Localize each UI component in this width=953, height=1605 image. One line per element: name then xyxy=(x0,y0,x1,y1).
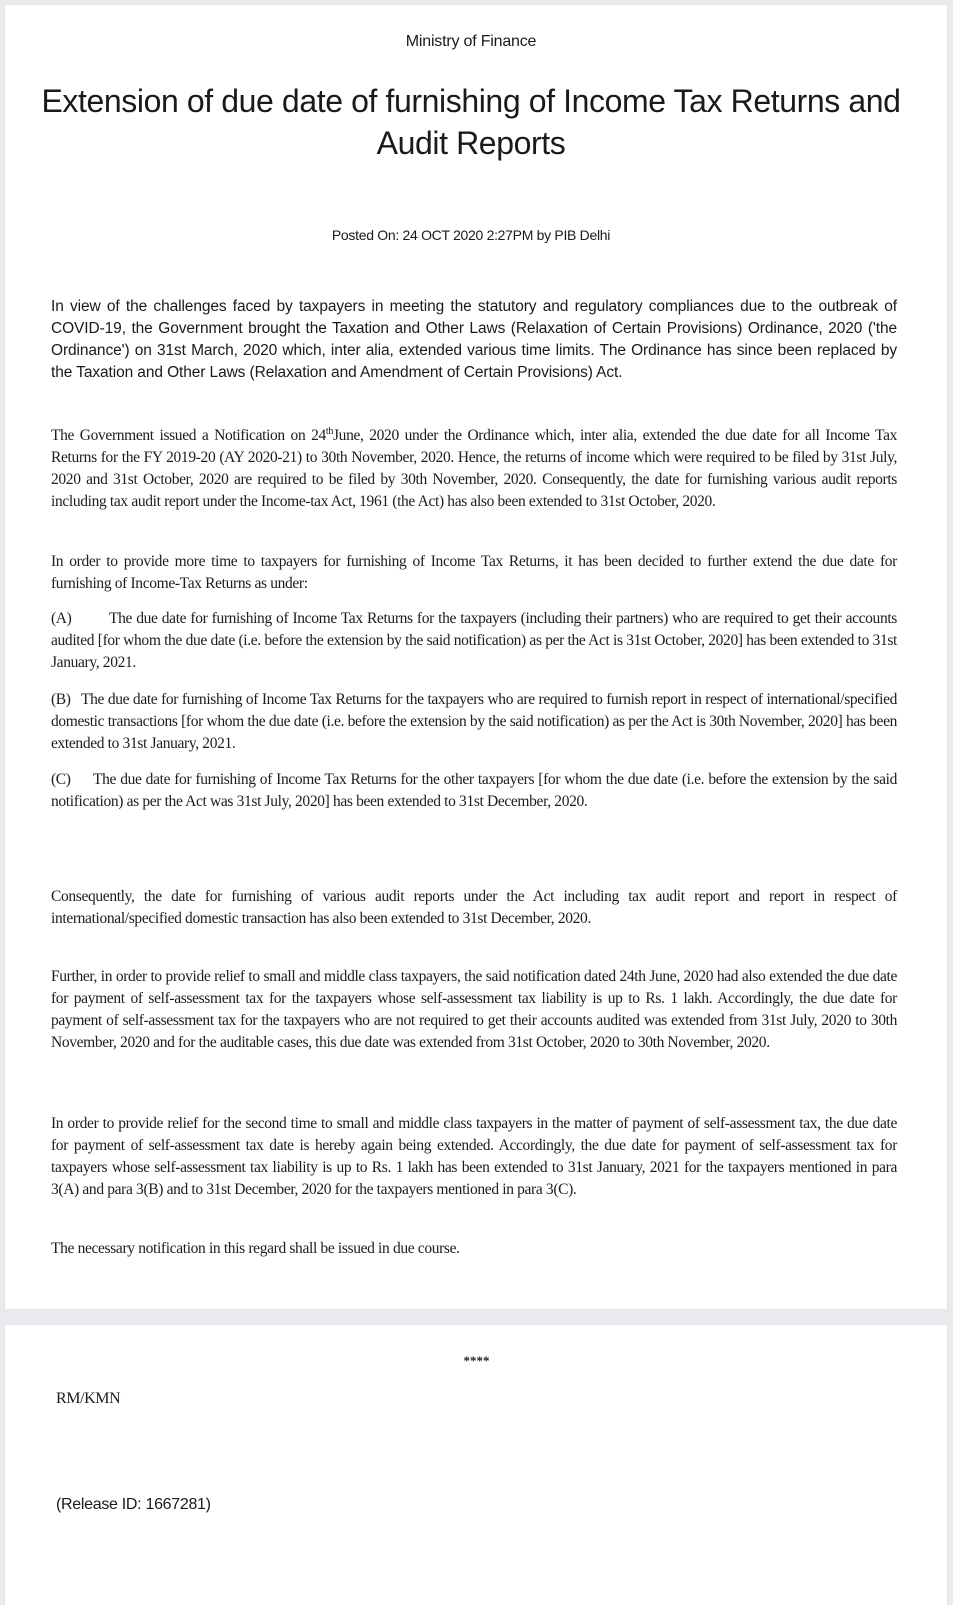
second-relief-paragraph: In order to provide relief for the second time to small and middle class taxpayers in the matter of payment of self-assessment tax, the due date for payment of self-assessment tax date is hereby again being extended. Accordingly, the due date for payment of self-assessment tax for taxpayers whose self-assessment tax liability is up to Rs. 1 lakh has been extended to 31st January, 2021 for the taxpayers mentioned in para 3(A) and para 3(B) and to 31st December, 2020 for the taxpayers mentioned in para 3(C). xyxy=(51,1115,897,1198)
notification-paragraph xyxy=(51,425,897,513)
item-a-block xyxy=(51,608,897,674)
notification-prefix: The Government issued a Notification on 24 xyxy=(51,427,326,444)
further-relief-paragraph: Further, in order to provide relief to small and middle class taxpayers, the said notification dated 24th June, 2020 had also extended the due date for payment of self-assessment tax for the taxpayers whose self-assessment tax liability is up to Rs. 1 lakh. Accordingly, the due date for payment of self-assessment tax for the taxpayers who are not required to get their accounts audited was extended from 31st July, 2020 to 30th November, 2020 and for the auditable cases, this due date was extended from 31st October, 2020 to 30th November, 2020. xyxy=(51,968,897,1051)
intro-paragraph-block xyxy=(51,296,897,384)
notification-superscript: th xyxy=(325,425,333,437)
ministry-name: Ministry of Finance xyxy=(405,33,537,50)
notification-rest: June, 2020 under the Ordinance which, inter alia, extended the due date for all Income Tax Returns for the FY 2019-20 (AY 2020-21) to 30th November, 2020. Hence, the returns of income which were required to be filed by 31st July, 2020 and 31st October, 2020 are required to be filed by 30th November, 2020. Consequently, the date for furnishing various audit reports including tax audit report under the Income-tax Act, 1961 (the Act) has also been extended to 31st October, 2020. xyxy=(51,427,898,510)
author-initials: RM/KMN xyxy=(56,1390,121,1407)
consequently-paragraph: Consequently, the date for furnishing of various audit reports under the Act including tax audit report and report in respect of international/specified domestic transaction has also been extended to 31st December, 2020. xyxy=(51,888,897,927)
item-c-block xyxy=(51,769,897,813)
further-relief-block xyxy=(51,966,897,1054)
closing-block xyxy=(51,1238,897,1260)
item-text: The due date for furnishing of Income Tax Returns for the taxpayers who are required to furnish report in respect of international/specified domestic transactions [for whom the due date (i.e. before the extension by the said notification) as per the Act is 30th November, 2020] has been extended to 31st January, 2021. xyxy=(51,691,897,752)
item-label: (B) xyxy=(51,691,71,708)
further-extend-block xyxy=(51,551,897,595)
notification-paragraph-block xyxy=(51,425,897,513)
intro-paragraph: In view of the challenges faced by taxpayers in meeting the statutory and regulatory compliances due to the outbreak of COVID-19, the Government brought the Taxation and Other Laws (Relaxation of Certain Provisions) Ordinance, 2020 ('the Ordinance') on 31st March, 2020 which, inter alia, extended various time limits. The Ordinance has since been replaced by the Taxation and Other Laws (Relaxation and Amendment of Certain Provisions) Act. xyxy=(51,298,897,381)
separator-stars: **** xyxy=(463,1353,490,1368)
list-item-c xyxy=(51,769,897,813)
item-label: (C) xyxy=(51,771,71,788)
further-extend-paragraph: In order to provide more time to taxpayers for furnishing of Income Tax Returns, it has been decided to further extend the due date for furnishing of Income-Tax Returns as under: xyxy=(51,553,897,592)
list-item-b xyxy=(51,689,897,755)
release-id: (Release ID: 1667281) xyxy=(56,1496,211,1513)
posted-info: Posted On: 24 OCT 2020 2:27PM by PIB Delhi xyxy=(331,227,611,243)
list-item-a xyxy=(51,608,897,674)
item-text: The due date for furnishing of Income Tax Returns for the taxpayers (including their partners) who are required to get their accounts audited [for whom the due date (i.e. before the extension by the said notification) as per the Act is 31st October, 2020] has been extended to 31st January, 2021. xyxy=(51,610,897,671)
item-text: The due date for furnishing of Income Tax Returns for the other taxpayers [for whom the due date (i.e. before the extension by the said notification) as per the Act was 31st July, 2020] has been extended to 31st December, 2020. xyxy=(51,771,897,810)
page-title: Extension of due date of furnishing of Income Tax Returns and Audit Reports xyxy=(41,83,901,161)
second-relief-block xyxy=(51,1113,897,1201)
item-b-block xyxy=(51,689,897,755)
consequently-block xyxy=(51,886,897,930)
item-label: (A) xyxy=(51,610,72,627)
closing-paragraph: The necessary notification in this regard shall be issued in due course. xyxy=(51,1240,460,1257)
